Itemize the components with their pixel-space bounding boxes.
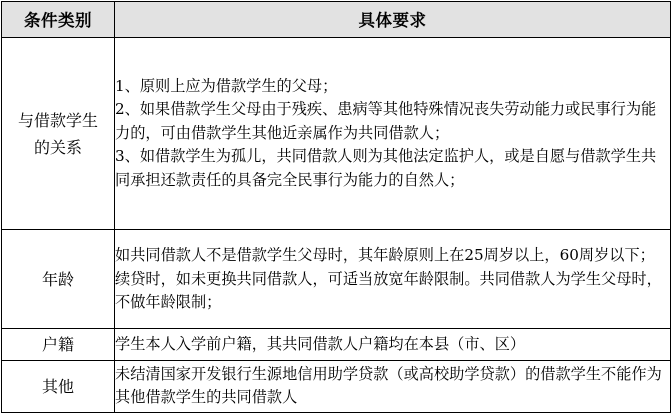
requirement-item: 3、如借款学生为孤儿，共同借款人则为其他法定监护人，或是自愿与借款学生共同承担还款责任的具备完全民事行为能力的自然人； — [115, 147, 657, 189]
row-requirement — [115, 37, 671, 230]
requirements-table — [1, 1, 671, 413]
requirement-item: 2、如果借款学生父母由于残疾、患病等其他特殊情况丧失劳动能力或民事行为能力的，可由借款学生其他近亲属作为共同借款人； — [115, 100, 657, 142]
header-requirement: 具体要求 — [115, 2, 671, 38]
table-row — [2, 360, 671, 412]
row-category: 年龄 — [2, 230, 115, 329]
header-category: 条件类别 — [2, 2, 115, 38]
table-header-row — [2, 2, 671, 38]
row-category: 其他 — [2, 360, 115, 412]
table-row — [2, 230, 671, 329]
row-requirement: 学生本人入学前户籍，其共同借款人户籍均在本县（市、区） — [115, 329, 671, 361]
table-row — [2, 37, 671, 230]
row-requirement: 未结清国家开发银行生源地信用助学贷款（或高校助学贷款）的借款学生不能作为其他借款学生的共同借款人 — [115, 360, 671, 412]
row-category: 户籍 — [2, 329, 115, 361]
requirement-item: 1、原则上应为借款学生的父母； — [115, 76, 338, 95]
row-requirement: 如共同借款人不是借款学生父母时，其年龄原则上在25周岁以上，60周岁以下；续贷时，如未更换共同借款人，可适当放宽年龄限制。共同借款人为学生父母时，不做年龄限制； — [115, 230, 671, 329]
row-category — [2, 37, 115, 230]
table-row — [2, 329, 671, 361]
category-relation: 与借款学生的关系 — [18, 110, 99, 157]
